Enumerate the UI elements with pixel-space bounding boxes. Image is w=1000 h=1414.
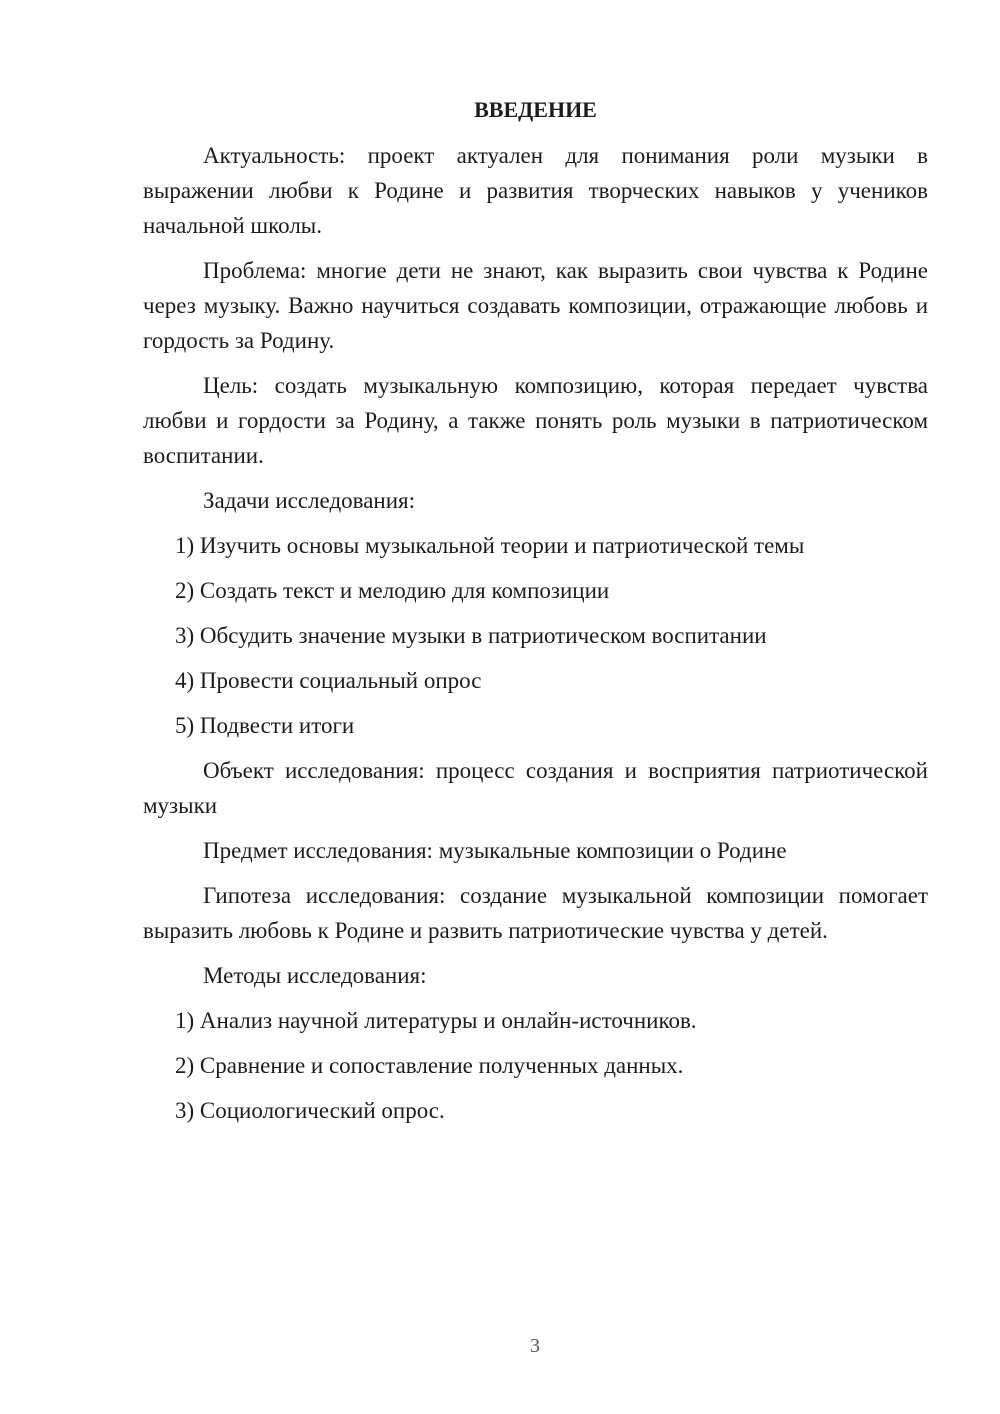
section-title: ВВЕДЕНИЕ [474,97,597,122]
task-item: 3) Обсудить значение музыки в патриотическом воспитании [175,623,767,648]
goal-paragraph: Цель: создать музыкальную композицию, которая передает чувства любви и гордости за Родину, а также понять роль музыки в патриотическом воспитании. [143,373,928,468]
tasks-list [143,528,928,743]
tasks-heading: Задачи исследования: [203,488,416,513]
task-item: 4) Провести социальный опрос [175,668,482,693]
method-item: 1) Анализ научной литературы и онлайн-источников. [175,1008,697,1033]
task-item: 2) Создать текст и мелодию для композиции [175,578,610,603]
hypothesis-paragraph: Гипотеза исследования: создание музыкальной композиции помогает выразить любовь к Родине и развить патриотические чувства у детей. [143,883,928,943]
object-paragraph: Объект исследования: процесс создания и восприятия патриотической музыки [143,758,928,818]
relevance-paragraph: Актуальность: проект актуален для понимания роли музыки в выражении любви к Родине и развития творческих навыков у учеников начальной школы. [143,143,928,238]
problem-paragraph: Проблема: многие дети не знают, как выразить свои чувства к Родине через музыку. Важно научиться создавать композиции, отражающие любовь и гордость за Родину. [143,258,928,353]
page-number: 3 [530,1335,540,1357]
method-item: 2) Сравнение и сопоставление полученных данных. [175,1053,684,1078]
task-item: 5) Подвести итоги [175,713,355,738]
subject-paragraph: Предмет исследования: музыкальные композиции о Родине [203,838,787,863]
task-item: 1) Изучить основы музыкальной теории и патриотической темы [175,533,805,558]
method-item: 3) Социологический опрос. [175,1098,445,1123]
methods-heading: Методы исследования: [203,963,427,988]
methods-list [143,1003,928,1128]
page-content [143,95,928,1138]
